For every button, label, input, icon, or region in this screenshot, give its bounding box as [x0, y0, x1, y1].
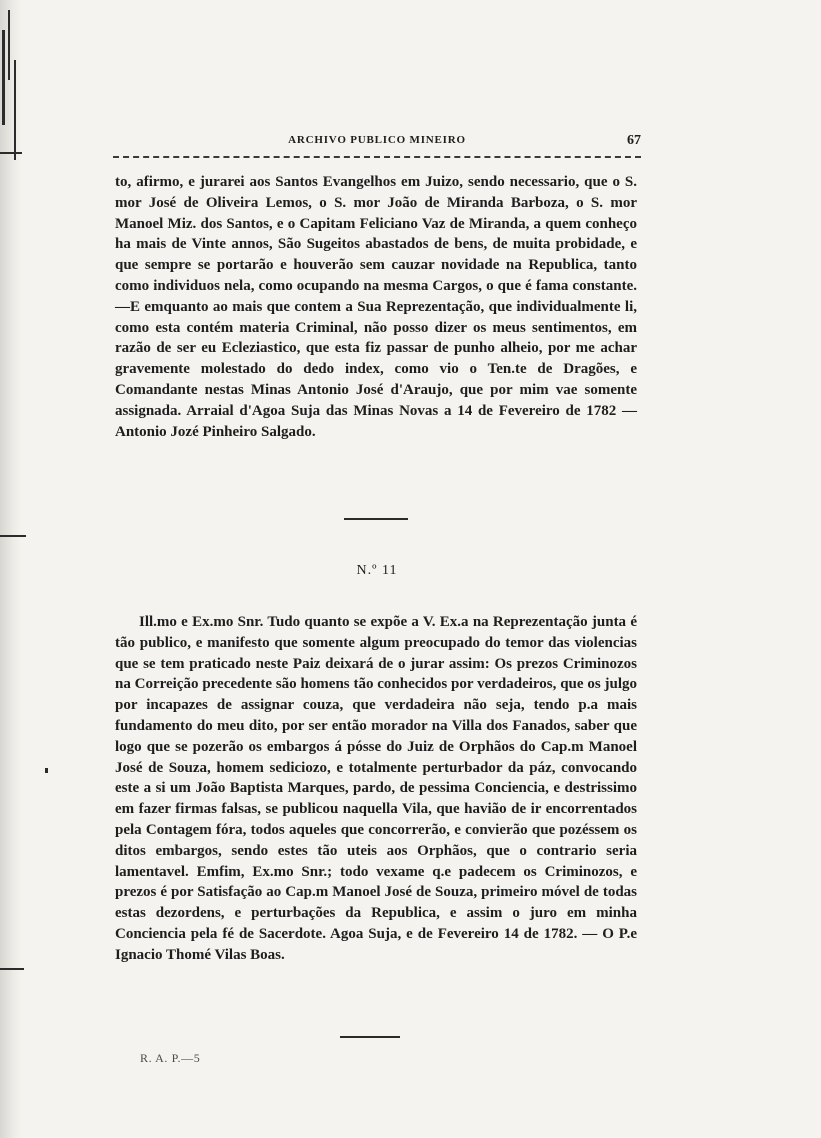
- document-1-paragraph: to, afirmo, e jurarei aos Santos Evangelhos em Juizo, sendo necessario, que o S. mor José de Oliveira Lemos, o S. mor João de Miranda Barboza, o S. mor Manoel Miz. dos Santos, e o Capitam Feliciano Vaz de Miranda, a quem conheço ha mais de Vinte annos, São Sugeitos abastados de bens, de muita probidade, e que sempre se portarão e houverão sem cauzar novidade na Republica, tanto como individuos nela, como ocupando na mesma Cargos, o que é fama constante.—E emquanto ao mais que contem a Sua Reprezentação, que individualmente li, como esta contém materia Criminal, não posso dizer os meus sentimentos, em razão de ser eu Ecleziastico, que esta fiz passar de punho alheio, por me achar gravemente molestado do dedo index, como vio o Ten.te de Dragões, e Comandante nestas Minas Antonio José d'Araujo, que por mim vae somente assignada. Arraial d'Agoa Suja das Minas Novas a 14 de Fevereiro de 1782 — Antonio Jozé Pinheiro Salgado.: [115, 174, 637, 440]
- running-head-title: ARCHIVO PUBLICO MINEIRO: [288, 134, 466, 146]
- binding-tick-mark: [0, 152, 22, 154]
- document-2-body: [115, 612, 637, 966]
- printer-signature-mark: R. A. P.—5: [140, 1051, 201, 1065]
- binding-tick-mark: [45, 768, 48, 773]
- section-separator: [340, 1036, 400, 1038]
- binding-tick-mark: [0, 968, 24, 970]
- header-rule: [113, 156, 641, 158]
- document-number: N.º 11: [356, 563, 398, 578]
- binding-tick-mark: [2, 30, 5, 125]
- binding-tick-mark: [0, 535, 26, 537]
- section-separator: [344, 518, 408, 520]
- running-head: [113, 134, 641, 154]
- document-1-body: [115, 172, 637, 442]
- page-number: 67: [627, 133, 641, 148]
- document-2-paragraph: Ill.mo e Ex.mo Snr. Tudo quanto se expõe a V. Ex.a na Reprezentação junta é tão publico, e manifesto que somente algum preocupado do temor das violencias que se tem praticado neste Paiz deixará de o jurar assim: Os prezos Criminozos na Correição precedente são homens tão conhecidos por verdadeiros, que os julgo por incapazes de assignar couza, que verdadeira não seja, tendo p.a mais fundamento do meu dito, por ser então morador na Villa dos Fanados, saber que logo que se pozerão os embargos á pósse do Juiz de Orphãos do Cap.m Manoel José de Souza, homem sediciozo, e totalmente perturbador da páz, convocando este a si um João Baptista Marques, pardo, de pessima Conciencia, e destrissimo em fazer firmas falsas, se publicou naquella Vila, que havião de ir encorrentados pela Contagem fóra, todos aqueles que concorrerão, e convierão que pozéssem os ditos embargos, sendo estes tão uteis aos Orphãos, que o contrario seria lamentavel. Emfim, Ex.mo Snr.; todo vexame q.e padecem os Criminozos, e prezos é por Satisfação ao Cap.m Manoel José de Souza, primeiro móvel de todas estas dezordens, e perturbações da Republica, e assim o juro em minha Conciencia pela fé de Sacerdote. Agoa Suja, e de Fevereiro 14 de 1782. — O P.e Ignacio Thomé Vilas Boas.: [115, 614, 637, 963]
- binding-tick-mark: [14, 60, 16, 160]
- binding-tick-mark: [8, 10, 10, 80]
